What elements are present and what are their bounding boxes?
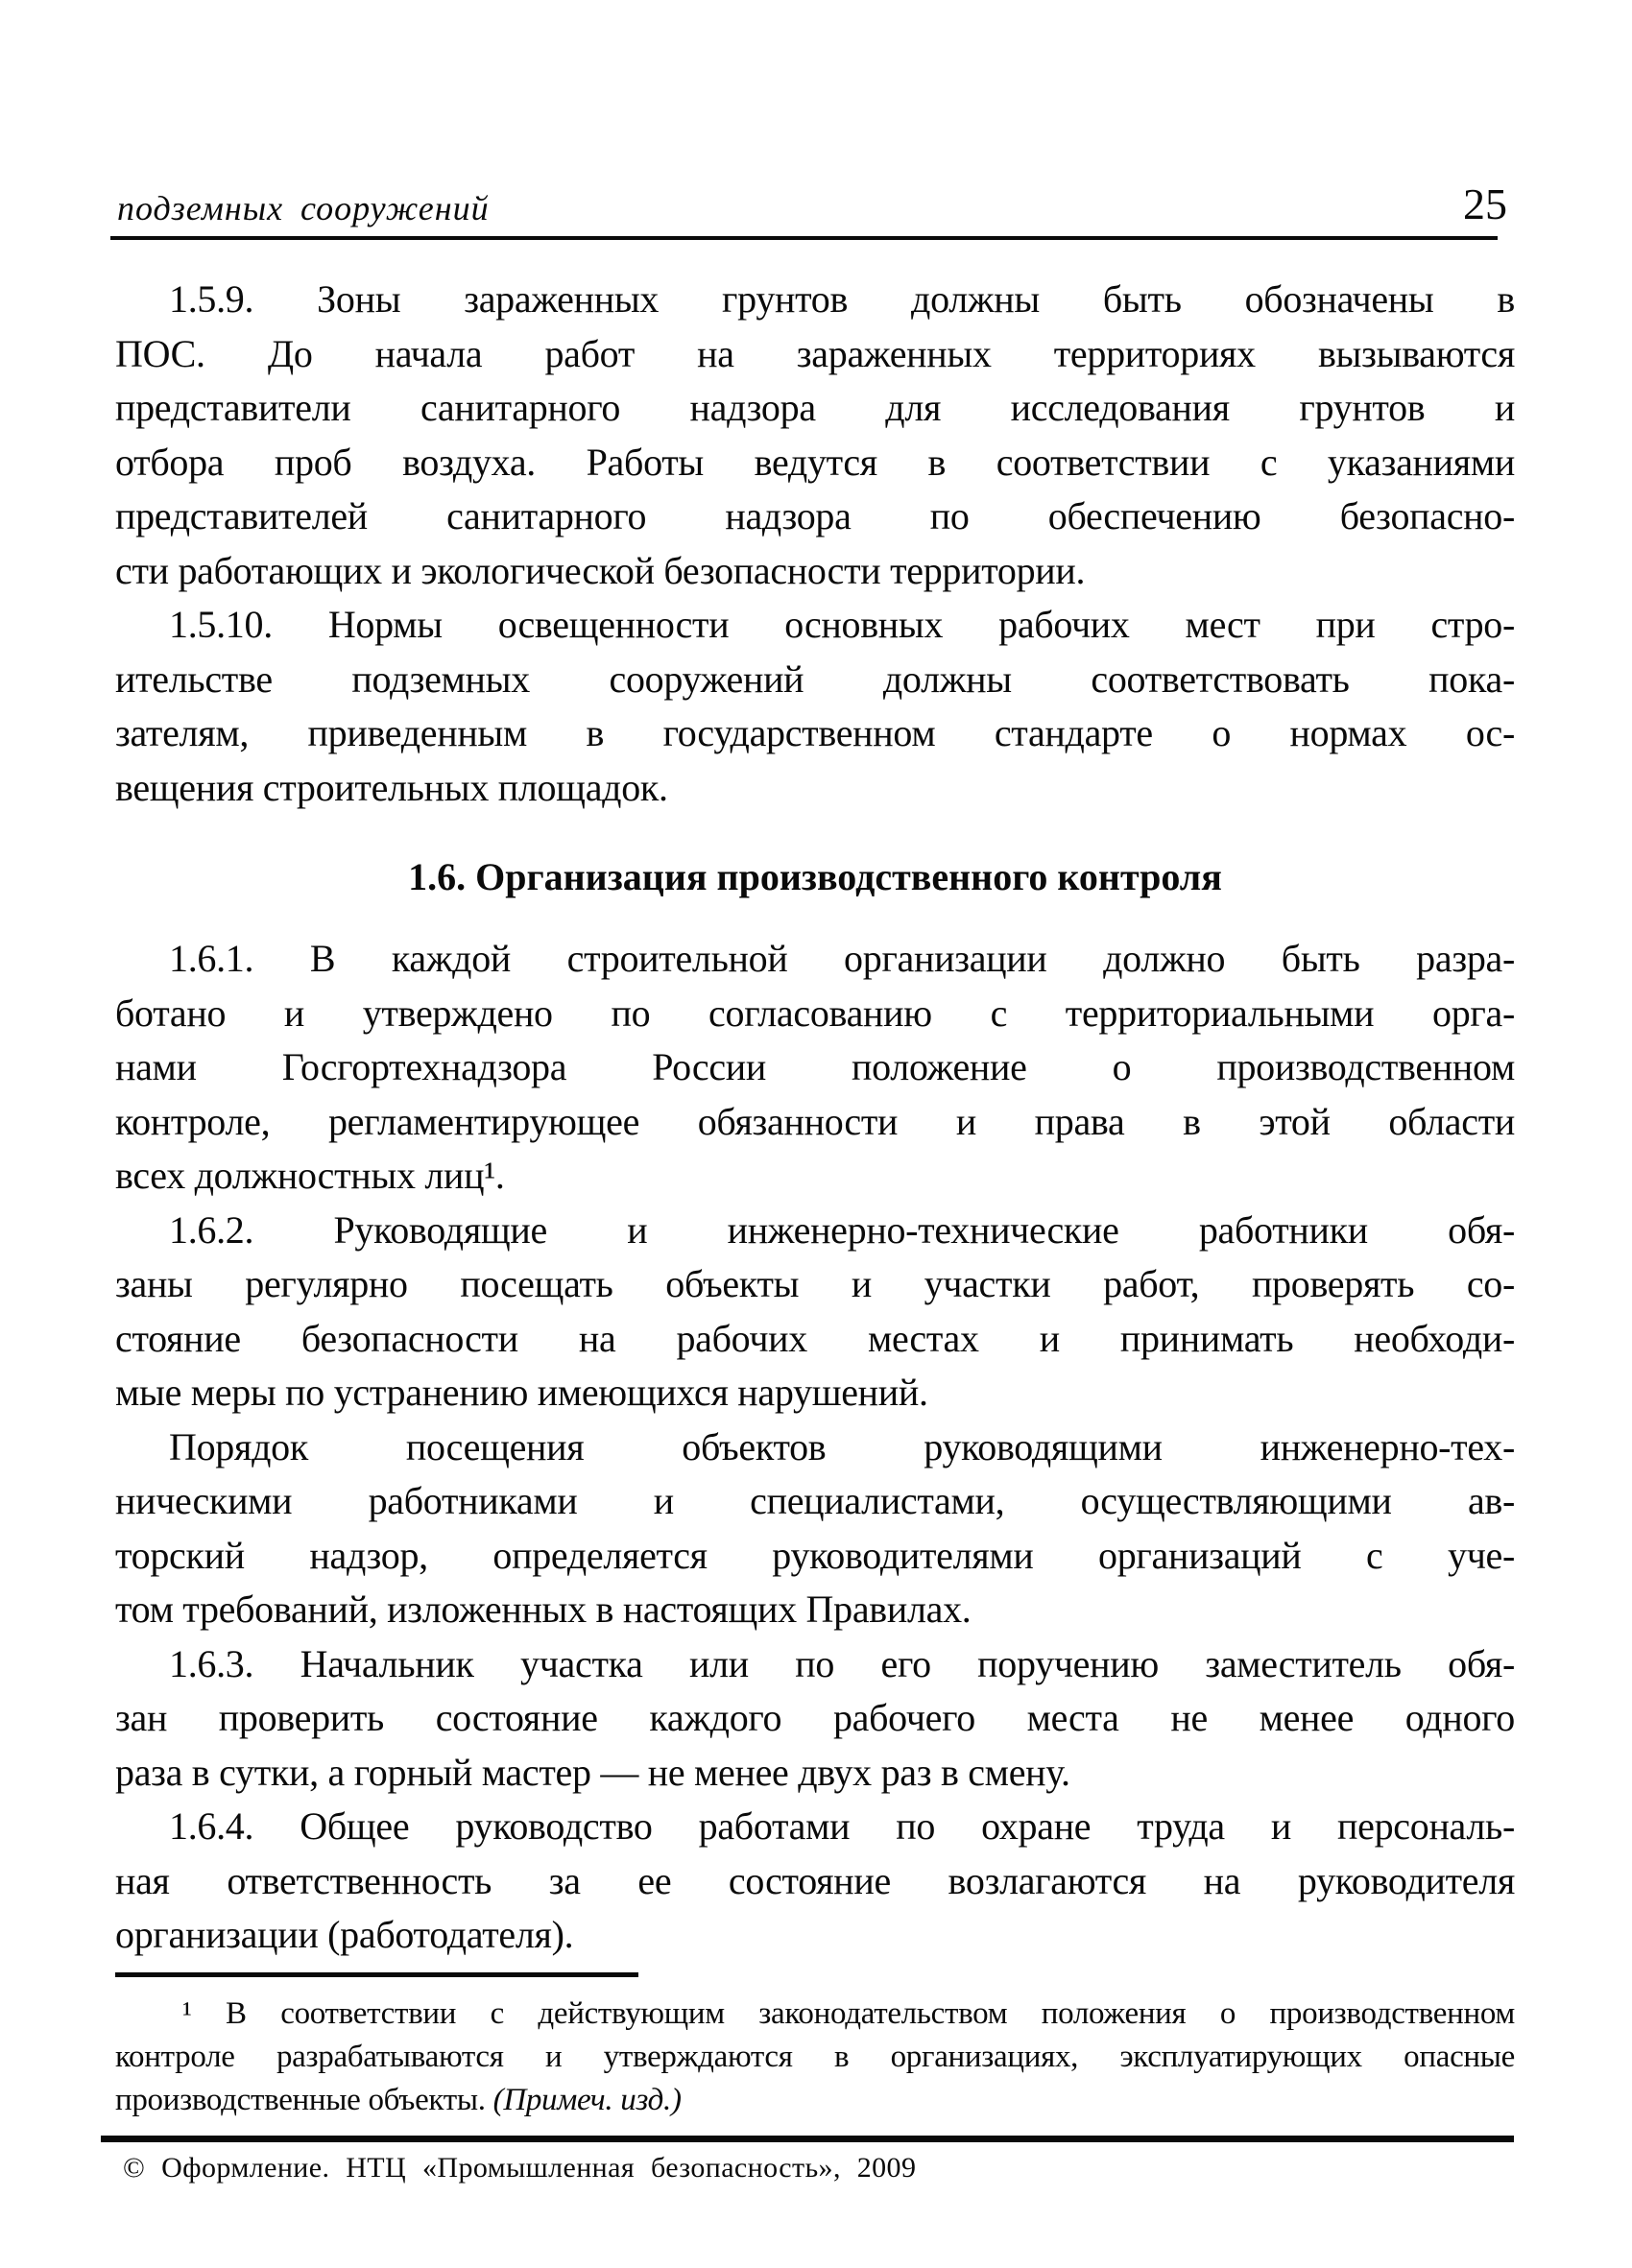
copyright-footer: © Оформление. НТЦ «Промышленная безопасность», 2009 <box>123 2152 917 2184</box>
body-column <box>115 273 1515 2122</box>
footnote-line-text: производственные объекты. <box>115 2082 493 2117</box>
text-line <box>115 1204 1515 1258</box>
text-line <box>115 273 1515 327</box>
text-line <box>115 436 1515 490</box>
footnote-line <box>115 1993 1515 2036</box>
text-line-text: ительстве подземных сооружений должны соответствовать пока- <box>115 657 1515 701</box>
text-line <box>115 1095 1515 1150</box>
text-line <box>115 1637 1515 1692</box>
footnote <box>115 1993 1515 2122</box>
text-line <box>115 1420 1515 1475</box>
text-line-text: контроле, регламентирующее обязанности и права в этой области <box>115 1099 1515 1143</box>
footnote-separator <box>115 1972 638 1977</box>
text-line-text: сти работающих и экологической безопасности территории. <box>115 548 1086 592</box>
text-line-text: всех должностных лиц¹. <box>115 1154 505 1197</box>
text-line-text: том требований, изложенных в настоящих Правилах. <box>115 1588 972 1631</box>
text-line-text: 1.6.3. Начальник участка или по его поручению заместитель обя- <box>169 1641 1515 1685</box>
text-line <box>115 706 1515 761</box>
footnote-line <box>115 2036 1515 2079</box>
text-line-text: 1.5.9. Зоны зараженных грунтов должны быть обозначены в <box>169 277 1515 321</box>
text-line-text: ная ответственность за ее состояние возлагаются на руководителя <box>115 1858 1515 1902</box>
text-line-text: отбора проб воздуха. Работы ведутся в соответствии с указаниями <box>115 440 1515 484</box>
footnote-line <box>115 2079 1515 2122</box>
text-line-text: организации (работодателя). <box>115 1913 574 1956</box>
bottom-rule <box>101 2136 1514 2142</box>
text-line-text: ботано и утверждено по согласованию с территориальными орга- <box>115 991 1515 1035</box>
text-line <box>115 1583 1515 1637</box>
text-line <box>115 1854 1515 1909</box>
text-line <box>115 381 1515 436</box>
text-line <box>115 1529 1515 1584</box>
text-line <box>115 1746 1515 1801</box>
text-line <box>115 1908 1515 1963</box>
text-line <box>115 327 1515 382</box>
text-line-text: 1.6.4. Общее руководство работами по охране труда и персональ- <box>169 1804 1515 1848</box>
text-line-text: представителей санитарного надзора по обеспечению безопасно- <box>115 494 1515 537</box>
text-line <box>115 1040 1515 1095</box>
text-line-text: 1.5.10. Нормы освещенности основных рабочих мест при стро- <box>169 603 1515 646</box>
section-heading: 1.6. Организация производственного контроля <box>408 855 1222 898</box>
header-rule <box>110 236 1498 240</box>
text-line <box>115 932 1515 987</box>
text-line-text: представители санитарного надзора для исследования грунтов и <box>115 386 1515 429</box>
text-line <box>115 544 1515 599</box>
footnote-line-text: контроле разрабатываются и утверждаются в организациях, эксплуатирующих опасные <box>115 2039 1515 2074</box>
text-line <box>115 987 1515 1041</box>
text-line-text: стояние безопасности на рабочих местах и принимать необходи- <box>115 1316 1515 1360</box>
footnote-line-emphasis: (Примеч. изд.) <box>492 2082 682 2117</box>
text-line <box>115 1800 1515 1854</box>
text-line-text: вещения строительных площадок. <box>115 765 668 809</box>
footnote-line-text: ¹ В соответствии с действующим законодательством положения о производственном <box>182 1995 1515 2031</box>
text-line-text: мые меры по устранению имеющихся нарушений. <box>115 1371 928 1414</box>
text-line <box>115 761 1515 816</box>
text-line-text: зателям, приведенным в государственном стандарте о нормах ос- <box>115 711 1515 754</box>
text-line-text: 1.6.2. Руководящие и инженерно-технические работники обя- <box>169 1207 1515 1252</box>
text-line-text: ническими работниками и специалистами, осуществляющими ав- <box>115 1479 1515 1522</box>
text-line <box>115 1257 1515 1312</box>
text-line-text: нами Госгортехнадзора России положение о производственном <box>115 1045 1515 1088</box>
text-line-text: ПОС. До начала работ на зараженных территориях вызываются <box>115 331 1515 375</box>
text-line-text: 1.6.1. В каждой строительной организации должно быть разра- <box>169 937 1515 980</box>
text-line <box>115 1474 1515 1529</box>
text-line <box>115 489 1515 544</box>
text-line <box>115 1366 1515 1420</box>
text-line-text: раза в сутки, а горный мастер — не менее двух раз в смену. <box>115 1750 1070 1794</box>
running-header: подземных сооружений <box>117 189 490 227</box>
text-line-text: Порядок посещения объектов руководящими инженерно-тех- <box>169 1424 1515 1468</box>
text-line <box>115 1312 1515 1367</box>
text-line <box>115 598 1515 653</box>
text-line <box>115 653 1515 707</box>
text-line <box>115 1691 1515 1746</box>
text-line-text: зан проверить состояние каждого рабочего места не менее одного <box>115 1696 1515 1739</box>
text-line-text: заны регулярно посещать объекты и участки работ, проверять со- <box>115 1262 1515 1305</box>
text-line-text: торский надзор, определяется руководителями организаций с уче- <box>115 1533 1515 1577</box>
page-number: 25 <box>1463 179 1507 228</box>
text-line <box>115 1149 1515 1204</box>
